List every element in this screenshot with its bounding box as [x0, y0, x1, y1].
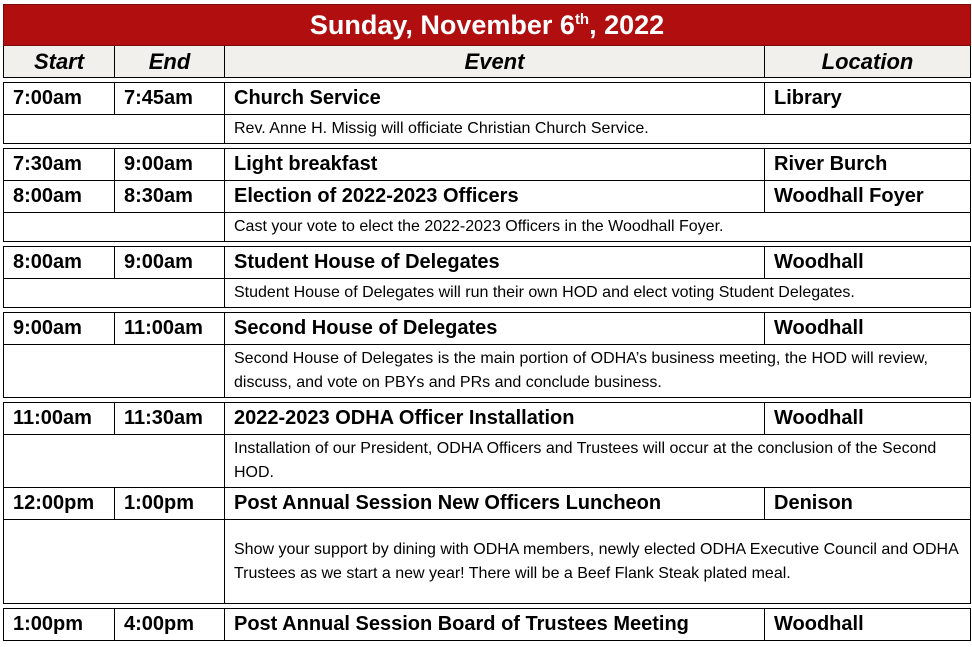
page-title	[4, 5, 971, 46]
event-title: Post Annual Session New Officers Luncheon	[225, 488, 765, 520]
event-row	[4, 313, 971, 345]
blank-cell	[4, 279, 225, 308]
event-title: Student House of Delegates	[225, 247, 765, 279]
event-title: Church Service	[225, 83, 765, 115]
event-description: Rev. Anne H. Missig will officiate Christian Church Service.	[225, 115, 971, 144]
event-description-row	[4, 279, 971, 308]
start-time: 11:00am	[4, 403, 115, 435]
header-event: Event	[225, 46, 765, 78]
event-location: Woodhall	[765, 247, 971, 279]
event-row	[4, 609, 971, 641]
blank-cell	[4, 520, 225, 604]
event-description: Cast your vote to elect the 2022-2023 Officers in the Woodhall Foyer.	[225, 213, 971, 242]
event-title: Post Annual Session Board of Trustees Meeting	[225, 609, 765, 641]
event-row	[4, 149, 971, 181]
blank-cell	[4, 345, 225, 398]
title-row	[4, 5, 971, 46]
end-time: 9:00am	[115, 149, 225, 181]
title-date: Sunday, November 6	[309, 9, 575, 40]
end-time: 7:45am	[115, 83, 225, 115]
start-time: 1:00pm	[4, 609, 115, 641]
end-time: 4:00pm	[115, 609, 225, 641]
event-location: Library	[765, 83, 971, 115]
end-time: 8:30am	[115, 181, 225, 213]
schedule-table	[3, 4, 971, 641]
schedule-document	[3, 4, 970, 641]
event-title: Election of 2022-2023 Officers	[225, 181, 765, 213]
event-title: 2022-2023 ODHA Officer Installation	[225, 403, 765, 435]
event-row	[4, 247, 971, 279]
event-row	[4, 83, 971, 115]
event-description-row	[4, 345, 971, 398]
blank-cell	[4, 435, 225, 488]
event-row	[4, 488, 971, 520]
blank-cell	[4, 213, 225, 242]
event-description-row	[4, 520, 971, 604]
event-title: Light breakfast	[225, 149, 765, 181]
event-description-row	[4, 213, 971, 242]
event-location: Woodhall	[765, 609, 971, 641]
event-title: Second House of Delegates	[225, 313, 765, 345]
end-time: 11:30am	[115, 403, 225, 435]
header-row	[4, 46, 971, 78]
end-time: 11:00am	[115, 313, 225, 345]
blank-cell	[4, 115, 225, 144]
start-time: 8:00am	[4, 181, 115, 213]
event-description: Show your support by dining with ODHA members, newly elected ODHA Executive Council and ODHA Trustees as we start a new year! There will be a Beef Flank Steak plated meal.	[225, 520, 971, 604]
start-time: 7:30am	[4, 149, 115, 181]
header-start: Start	[4, 46, 115, 78]
event-location: Woodhall	[765, 313, 971, 345]
header-location: Location	[765, 46, 971, 78]
event-description: Installation of our President, ODHA Officers and Trustees will occur at the conclusion of the Second HOD.	[225, 435, 971, 488]
event-description: Second House of Delegates is the main portion of ODHA’s business meeting, the HOD will review, discuss, and vote on PBYs and PRs and conclude business.	[225, 345, 971, 398]
event-location: Denison	[765, 488, 971, 520]
event-location: Woodhall Foyer	[765, 181, 971, 213]
end-time: 9:00am	[115, 247, 225, 279]
event-location: River Burch	[765, 149, 971, 181]
end-time: 1:00pm	[115, 488, 225, 520]
event-description-row	[4, 435, 971, 488]
start-time: 7:00am	[4, 83, 115, 115]
start-time: 8:00am	[4, 247, 115, 279]
event-description: Student House of Delegates will run their own HOD and elect voting Student Delegates.	[225, 279, 971, 308]
title-ordinal-suffix: th	[574, 10, 590, 28]
title-year: , 2022	[589, 9, 665, 40]
start-time: 12:00pm	[4, 488, 115, 520]
event-row	[4, 181, 971, 213]
event-description-row	[4, 115, 971, 144]
event-row	[4, 403, 971, 435]
start-time: 9:00am	[4, 313, 115, 345]
event-location: Woodhall	[765, 403, 971, 435]
header-end: End	[115, 46, 225, 78]
